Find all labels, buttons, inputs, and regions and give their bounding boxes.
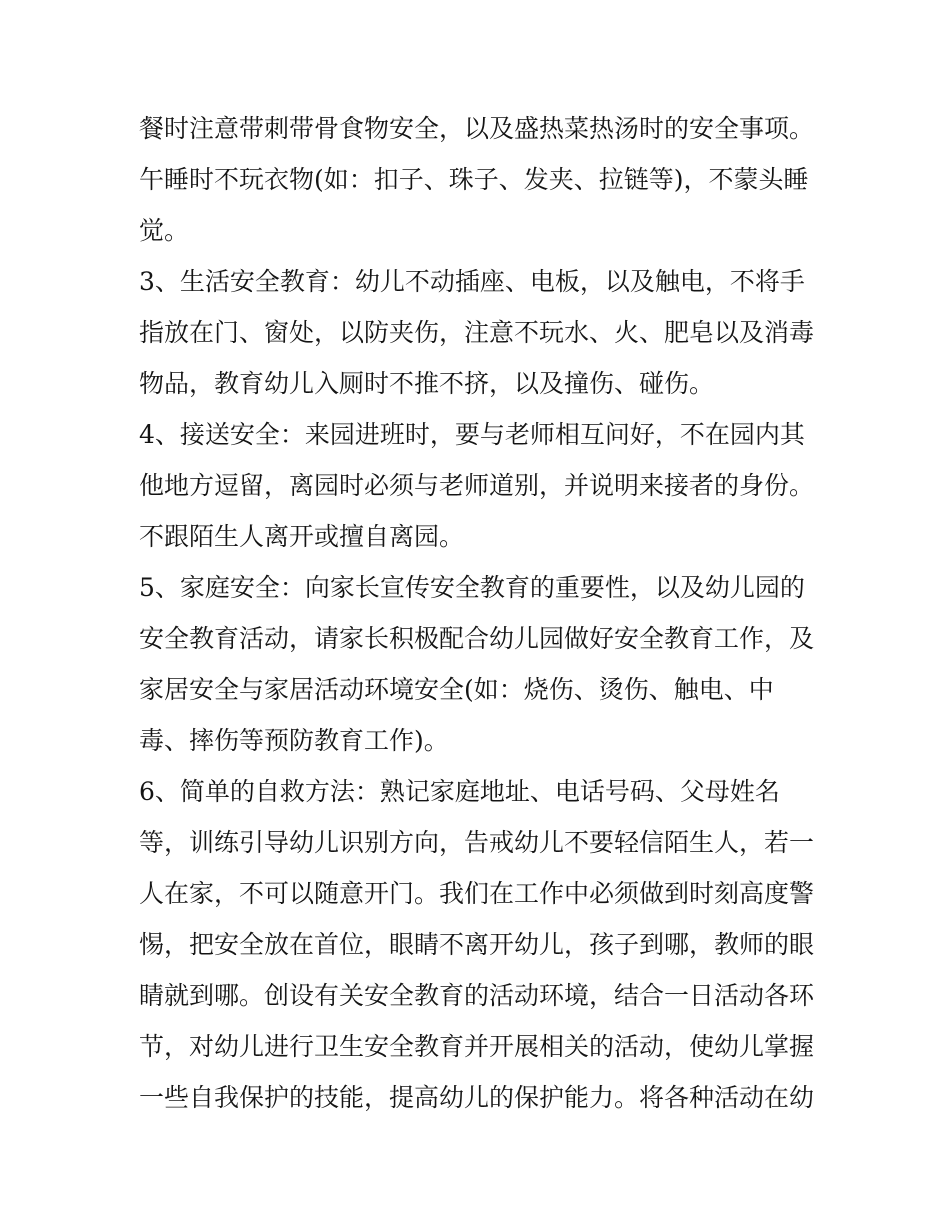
- text-line: 人在家，不可以随意开门。我们在工作中必须做到时刻高度警: [139, 879, 815, 908]
- text-line: 餐时注意带刺带骨食物安全，以及盛热菜热汤时的安全事项。: [139, 114, 815, 143]
- text-line: 3、生活安全教育：幼儿不动插座、电板，以及触电，不将手: [139, 267, 805, 296]
- document-body: [139, 107, 829, 1127]
- text-line: 睛就到哪。创设有关安全教育的活动环境，结合一日活动各环: [139, 981, 815, 1010]
- text-line: 等，训练引导幼儿识别方向，告戒幼儿不要轻信陌生人，若一: [139, 828, 815, 857]
- text-line: 指放在门、窗处，以防夹伤，注意不玩水、火、肥皂以及消毒: [139, 318, 815, 347]
- text-line: 他地方逗留，离园时必须与老师道别，并说明来接者的身份。: [139, 471, 815, 500]
- text-line: 节，对幼儿进行卫生安全教育并开展相关的活动，使幼儿掌握: [139, 1032, 815, 1061]
- text-line: 物品，教育幼儿入厕时不推不挤，以及撞伤、碰伤。: [139, 369, 715, 398]
- text-line: 午睡时不玩衣物(如：扣子、珠子、发夹、拉链等)，不蒙头睡: [139, 165, 809, 194]
- text-line: 毒、摔伤等预防教育工作)。: [139, 726, 449, 755]
- text-line: 不跟陌生人离开或擅自离园。: [139, 522, 465, 551]
- text-line: 4、接送安全：来园进班时，要与老师相互问好，不在园内其: [139, 420, 805, 449]
- text-line: 安全教育活动，请家长积极配合幼儿园做好安全教育工作，及: [139, 624, 815, 653]
- text-line: 惕，把安全放在首位，眼睛不离开幼儿，孩子到哪，教师的眼: [139, 930, 815, 959]
- text-line: 一些自我保护的技能，提高幼儿的保护能力。将各种活动在幼: [139, 1083, 815, 1112]
- text-line: 觉。: [139, 216, 190, 245]
- text-line: 6、简单的自救方法：熟记家庭地址、电话号码、父母姓名: [139, 777, 780, 806]
- text-line: 5、家庭安全：向家长宣传安全教育的重要性，以及幼儿园的: [139, 573, 805, 602]
- text-line: 家居安全与家居活动环境安全(如：烧伤、烫伤、触电、中: [139, 675, 774, 704]
